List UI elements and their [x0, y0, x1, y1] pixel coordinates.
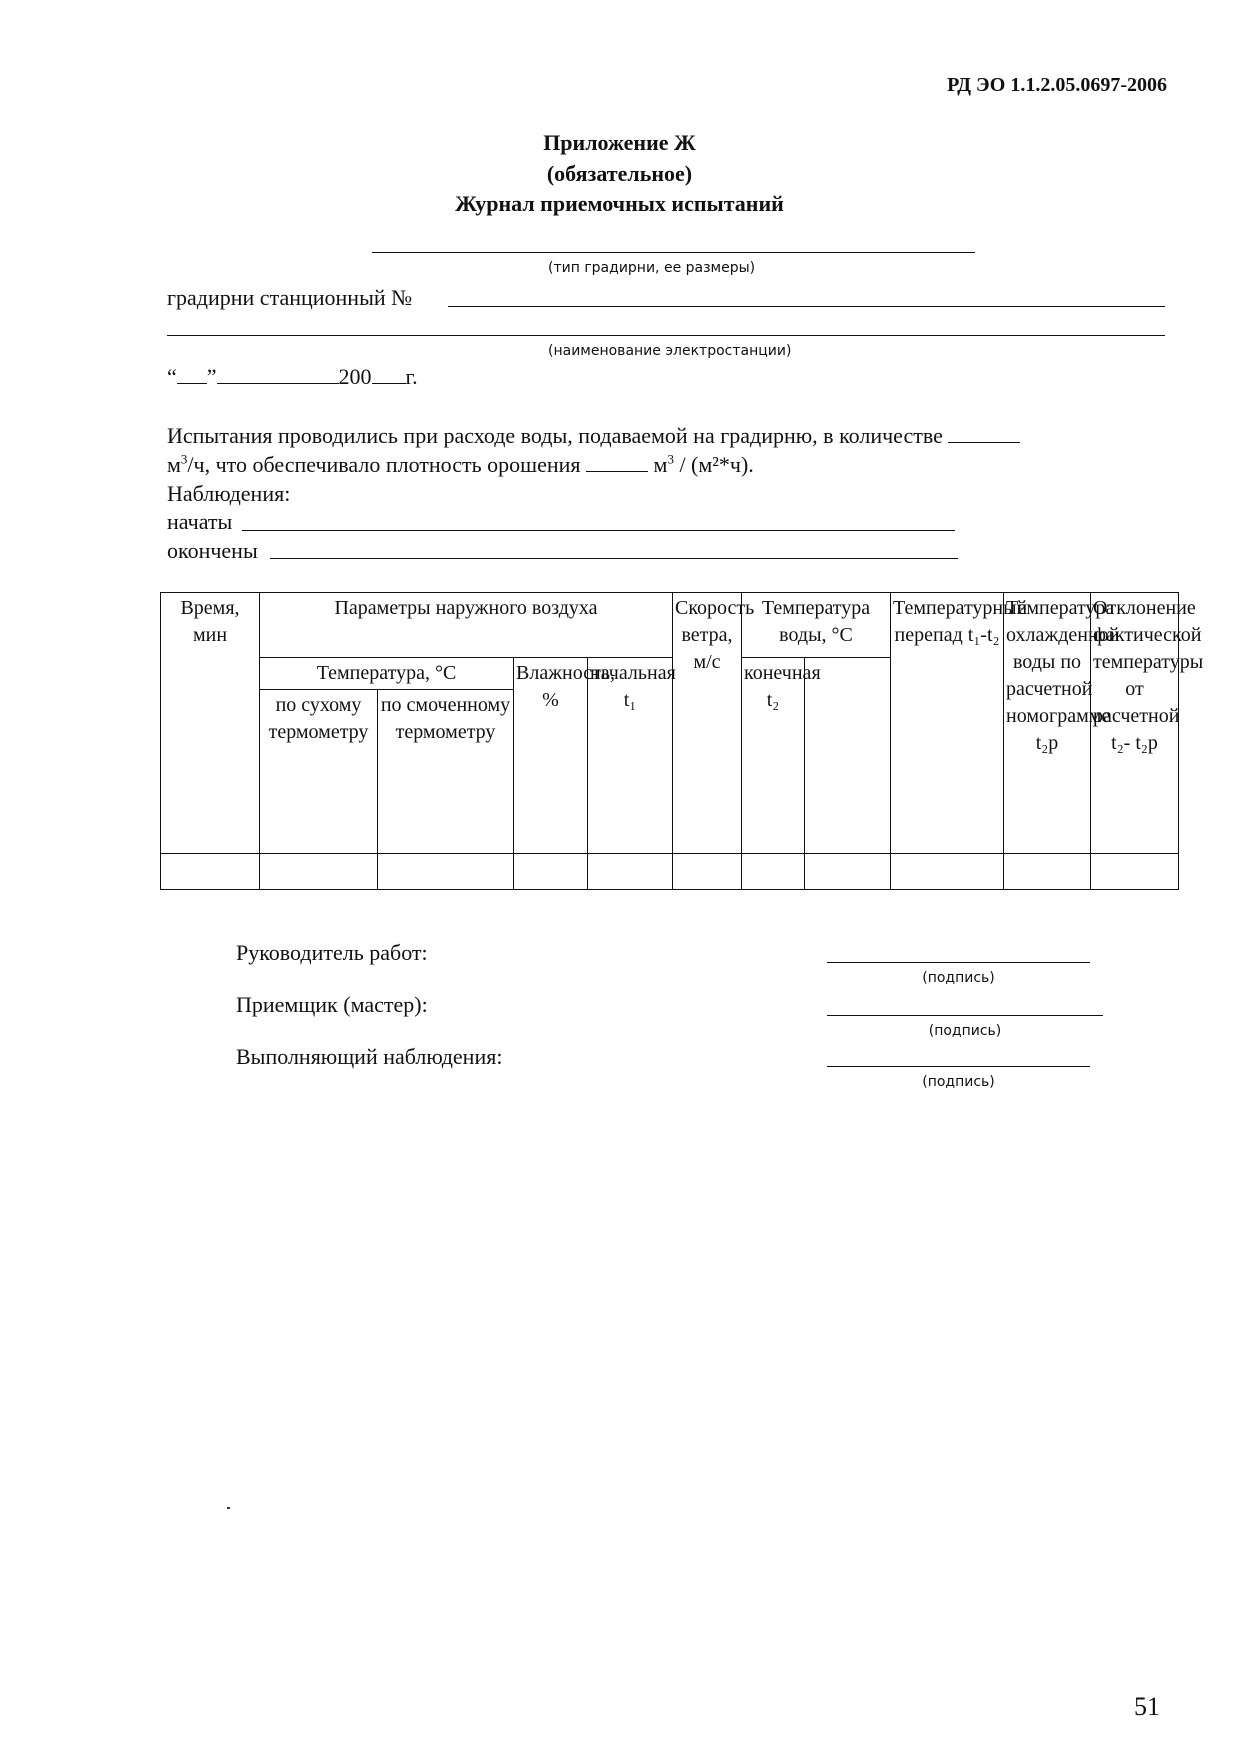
table-cell[interactable]: [742, 854, 805, 890]
acceptor-label: Приемщик (мастер):: [236, 992, 428, 1017]
header-wind-speed: Скорость ветра, м/с: [673, 593, 742, 854]
observer-signature-line[interactable]: [827, 1066, 1090, 1067]
table-cell[interactable]: [1004, 854, 1091, 890]
head-of-works-label: Руководитель работ:: [236, 940, 428, 965]
header-final-temp: конечная t₂: [742, 658, 805, 854]
started-line[interactable]: [242, 530, 955, 531]
table-cell[interactable]: [891, 854, 1004, 890]
water-flow-blank[interactable]: [948, 424, 1020, 443]
acceptor-signature-caption: (подпись): [928, 1023, 1002, 1039]
unit-density-exp: 3: [667, 451, 674, 467]
header-humidity: Влажность, %: [514, 658, 588, 854]
header-wet-bulb: по смоченному термометру: [378, 690, 514, 854]
document-code: РД ЭО 1.1.2.05.0697-2006: [947, 74, 1167, 96]
unit-m3h-exp: 3: [180, 451, 188, 467]
tower-number-line[interactable]: [448, 306, 1165, 307]
table-row: [161, 854, 1179, 890]
header-water-temp: Температура воды, °С: [742, 593, 891, 658]
head-of-works-signature-line[interactable]: [827, 962, 1090, 963]
header-deviation: Отклонение фактической температуры от расчетной t₂- t₂р: [1091, 593, 1179, 854]
station-name-line[interactable]: [167, 335, 1165, 336]
header-temp-drop: Температурный перепад t₁-t₂: [891, 593, 1004, 854]
irrigation-density-blank[interactable]: [586, 453, 648, 472]
header-air-params: Параметры наружного воздуха: [260, 593, 673, 658]
scan-speck: [227, 1507, 230, 1509]
appendix-status: (обязательное): [546, 161, 693, 186]
started-label: начаты: [167, 509, 233, 534]
test-conditions-line-1: [167, 423, 1020, 449]
unit-density-rest: / (м²*ч).: [679, 452, 754, 477]
header-cooled-temp: Температура охлажденной воды по расчетной номограмме t₂р: [1004, 593, 1091, 854]
observer-signature-caption: (подпись): [922, 1074, 995, 1090]
unit-m3h-rest: /ч, что обеспечивало плотность орошения: [187, 452, 581, 477]
date-year-blank[interactable]: [372, 365, 406, 384]
header-initial-temp: начальная t₁: [588, 658, 673, 854]
header-dry-bulb: по сухому термометру: [260, 690, 378, 854]
date-close-quote: ”: [206, 364, 217, 389]
acceptor-signature-line[interactable]: [827, 1015, 1103, 1016]
tower-type-caption: (тип градирни, ее размеры): [548, 260, 756, 276]
date-month-blank[interactable]: [217, 365, 339, 384]
test-conditions-line-2: [167, 452, 754, 478]
table-cell[interactable]: [805, 854, 891, 890]
header-temperature: Температура, °С: [260, 658, 514, 690]
test-conditions-text: Испытания проводились при расходе воды, подаваемой на градирню, в количестве: [167, 423, 943, 448]
tower-type-line[interactable]: [372, 252, 975, 253]
tower-number-label: градирни станционный №: [167, 285, 413, 310]
finished-line[interactable]: [270, 558, 958, 559]
table-cell[interactable]: [514, 854, 588, 890]
appendix-title: Приложение Ж: [543, 130, 696, 155]
unit-m3h-m: м: [167, 452, 181, 477]
unit-density-m: м: [653, 452, 668, 477]
date-line: [167, 364, 418, 390]
page-number: 51: [1134, 1692, 1160, 1721]
journal-table: [160, 592, 1204, 890]
station-name-caption: (наименование электростанции): [548, 343, 792, 359]
journal-title: Журнал приемочных испытаний: [455, 191, 784, 216]
observations-label: Наблюдения:: [167, 481, 291, 506]
date-year-prefix: 200: [338, 364, 372, 389]
table-cell[interactable]: [588, 854, 673, 890]
table-cell[interactable]: [378, 854, 514, 890]
date-day-blank[interactable]: [177, 365, 207, 384]
date-open-quote: “: [167, 364, 177, 389]
table-cell[interactable]: [1091, 854, 1179, 890]
finished-label: окончены: [167, 538, 258, 563]
table-cell[interactable]: [673, 854, 742, 890]
date-year-suffix: г.: [405, 364, 418, 389]
head-of-works-signature-caption: (подпись): [922, 970, 995, 986]
header-time: Время, мин: [161, 593, 260, 854]
table-cell[interactable]: [260, 854, 378, 890]
table-cell[interactable]: [161, 854, 260, 890]
observer-label: Выполняющий наблюдения:: [236, 1044, 503, 1069]
